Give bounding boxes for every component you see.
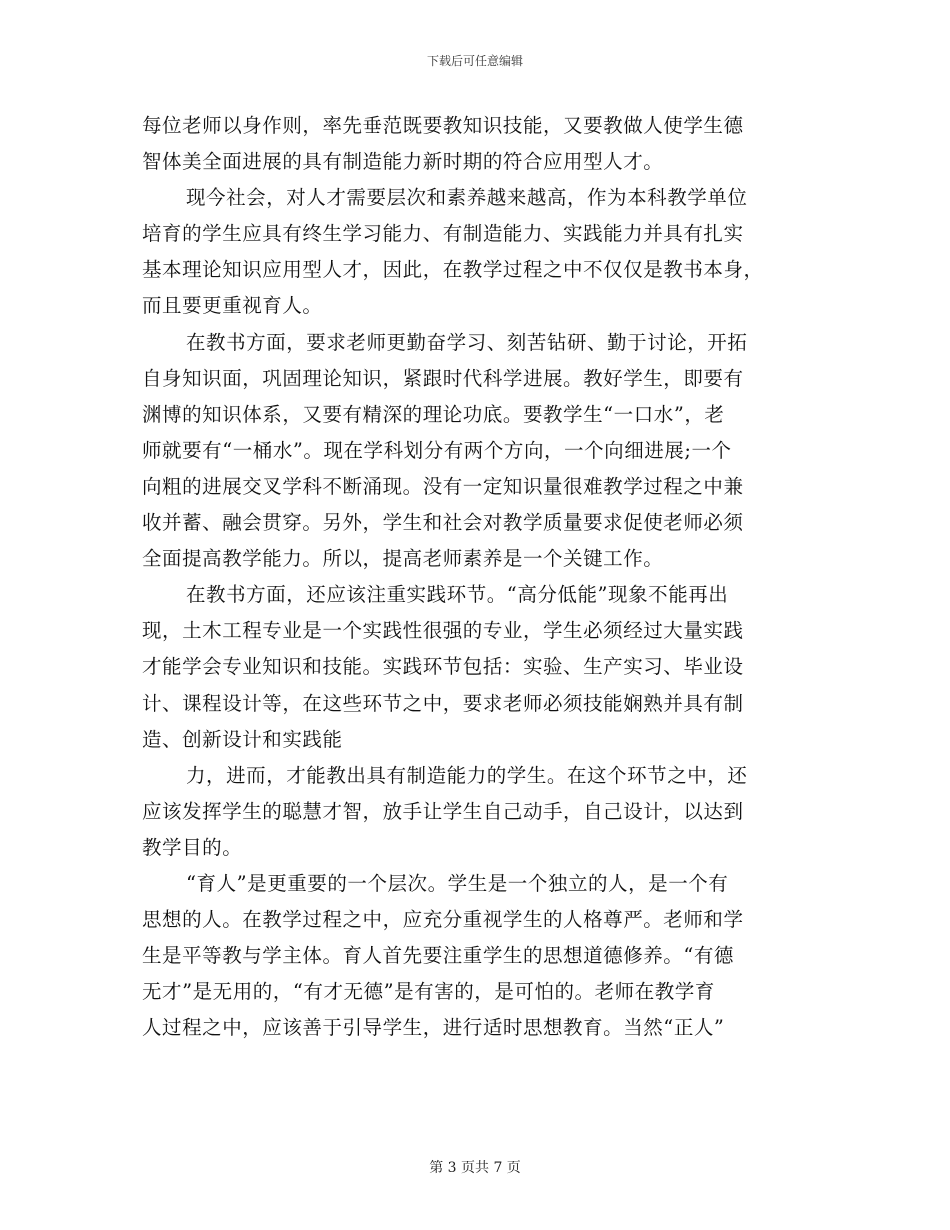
text-line: 而且要更重视育人。: [142, 294, 323, 318]
text-line: 应该发挥学生的聪慧才智，放手让学生自己动手，自己设计，以达到: [142, 799, 744, 823]
text-line: “育人”是更重要的一个层次。学生是一个独立的人，是一个有: [186, 871, 729, 895]
text-line: 力，进而，才能教出具有制造能力的学生。在这个环节之中，还: [186, 763, 748, 787]
text-line: 每位老师以身作则，率先垂范既要教知识技能，又要教做人使学生德: [142, 114, 744, 137]
text-line: 人过程之中，应该善于引导学生，进行适时思想教育。当然“正人”: [142, 1016, 725, 1040]
text-line: 现今社会，对人才需要层次和素养越来越高，作为本科教学单位: [186, 186, 748, 210]
text-line: 智体美全面进展的具有制造能力新时期的符合应用型人才。: [142, 150, 664, 174]
text-line: 全面提高教学能力。所以，提高老师素养是一个关键工作。: [142, 547, 664, 571]
text-line: 思想的人。在教学过程之中，应充分重视学生的人格尊严。老师和学: [142, 908, 744, 932]
text-line: 收并蓄、融会贯穿。另外，学生和社会对教学质量要求促使老师必须: [142, 511, 744, 535]
text-line: 计、课程设计等，在这些环节之中，要求老师必须技能娴熟并具有制: [142, 691, 744, 715]
page-header-note: 下载后可任意编辑: [426, 54, 523, 68]
text-line: 培育的学生应具有终生学习能力、有制造能力、实践能力并具有扎实: [142, 222, 744, 246]
text-line: 才能学会专业知识和技能。实践环节包括：实验、生产实习、毕业设: [142, 655, 744, 679]
text-line: 渊博的知识体系，又要有精深的理论功底。要教学生“一口水”，老: [142, 402, 725, 426]
text-line: 在教书方面，还应该注重实践环节。“高分低能”现象不能再出: [186, 583, 729, 607]
text-line: 向粗的进展交叉学科不断涌现。没有一定知识量很难教学过程之中兼: [142, 474, 744, 498]
text-line: 生是平等教与学主体。育人首先要注重学生的思想道德修养。“有德: [142, 944, 734, 968]
text-line: 造、创新设计和实践能: [142, 727, 343, 751]
page-number: 第 3 页共 7 页: [429, 1160, 521, 1176]
text-line: 无才”是无用的，“有才无德”是有害的，是可怕的。老师在教学育: [142, 980, 715, 1004]
text-line: 在教书方面，要求老师更勤奋学习、刻苦钻研、勤于讨论，开拓: [186, 330, 748, 354]
text-line: 现，土木工程专业是一个实践性很强的专业，学生必须经过大量实践: [142, 619, 744, 643]
document-body: [142, 108, 808, 1046]
text-line: 教学目的。: [142, 835, 243, 859]
text-line: 自身知识面，巩固理论知识，紧跟时代科学进展。教好学生，即要有: [142, 366, 744, 390]
text-line: 基本理论知识应用型人才，因此，在教学过程之中不仅仅是教书本身，: [142, 258, 764, 282]
text-line: 师就要有“一桶水”。现在学科划分有两个方向，一个向细进展;一个: [142, 438, 732, 462]
